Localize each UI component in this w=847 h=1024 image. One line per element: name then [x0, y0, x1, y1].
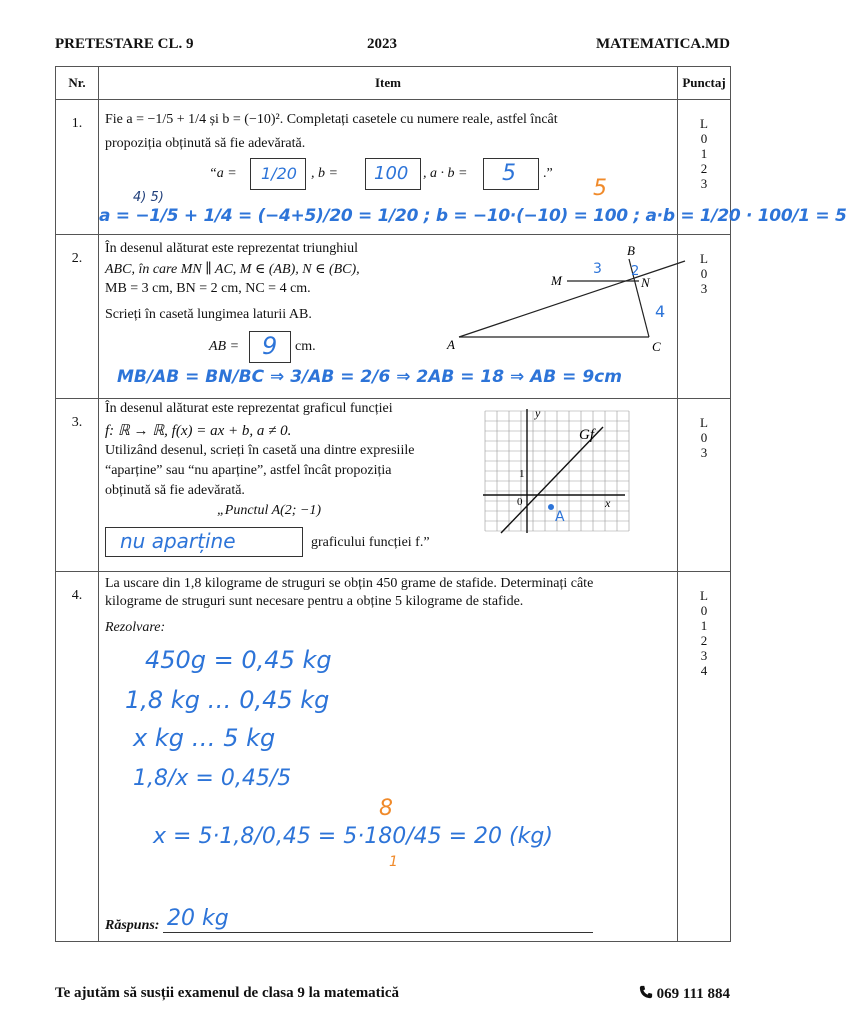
header-title: PRETESTARE CL. 9 [55, 36, 194, 52]
item2-line2: ABC, în care MN ∥ AC, M ∈ (AB), N ∈ (BC), [105, 261, 360, 277]
answer-ab: 5 [502, 161, 516, 187]
answer-box-b[interactable] [365, 158, 421, 190]
answer-membership: nu aparține [120, 529, 236, 554]
item3-line3: Utilizând desenul, scrieți în casetă una dintre expresiile [105, 443, 415, 459]
header-year: 2023 [367, 36, 397, 52]
label-point-a: A [555, 509, 565, 526]
item1-work: a = −1/5 + 1/4 = (−4+5)/20 = 1/20 ; b = −10·(−10) = 100 ; a·b = 1/20 · 100/1 = 5 [99, 206, 847, 227]
solution-label: Rezolvare: [105, 619, 166, 635]
label-x: x [605, 496, 611, 511]
work-line-2: 1,8 kg … 0,45 kg [125, 685, 330, 714]
table-row [56, 234, 731, 399]
item2-work: MB/AB = BN/BC ⇒ 3/AB = 2/6 ⇒ 2AB = 18 ⇒ AB = 9cm [117, 366, 622, 387]
points-1: L 0 1 2 3 [678, 100, 731, 234]
answer-box-ab[interactable] [483, 158, 539, 190]
factor-notes: 4) 5) [133, 190, 164, 206]
answer-box-a[interactable] [250, 158, 306, 190]
table-row [56, 399, 731, 572]
table-row [56, 571, 731, 941]
answer-label: Răspuns: [105, 917, 160, 933]
phone-number: 069 111 884 [656, 986, 730, 1002]
answer-line[interactable] [163, 932, 593, 933]
fill-ab-label: , a · b = [423, 166, 468, 182]
side-ab [459, 261, 685, 337]
work-line-5: x = 5·1,8/0,45 = 5·180/45 = 20 (kg) [153, 823, 553, 849]
phone-icon [639, 985, 653, 999]
label-one: 1 [519, 468, 525, 481]
item-number: 2. [56, 234, 99, 399]
item3-after: graficului funcției f.” [311, 535, 430, 551]
points-3: L 0 3 [678, 399, 731, 572]
col-item-header: Item [99, 67, 678, 100]
item3-line1: În desenul alăturat este reprezentat graficul funcției [105, 401, 393, 417]
final-answer: 20 kg [167, 905, 229, 931]
label-gf: Gf [579, 427, 594, 444]
table-row [56, 100, 731, 234]
label-n: N [641, 274, 650, 290]
header-site: MATEMATICA.MD [595, 36, 730, 52]
page-header [55, 36, 730, 60]
item2-line4: Scrieți în casetă lungimea laturii AB. [105, 306, 312, 322]
correction-8: 8 [379, 795, 393, 821]
footer-phone[interactable] [639, 985, 730, 1003]
item3-line2: f: ℝ → ℝ, f(x) = ax + b, a ≠ 0. [105, 423, 292, 440]
label-zero: 0 [517, 496, 523, 509]
item-number: 3. [56, 399, 99, 572]
item-number: 4. [56, 571, 99, 941]
fill-a-label: “a = [209, 166, 237, 182]
function-graph [479, 405, 629, 535]
item2-line3: MB = 3 cm, BN = 2 cm, NC = 4 cm. [105, 280, 311, 296]
answer-box-ab-length[interactable] [249, 331, 291, 363]
item-number: 1. [56, 100, 99, 234]
fill-b-label: , b = [311, 166, 338, 182]
correction-1: 1 [389, 853, 398, 870]
item2-line1: În desenul alăturat este reprezentat triunghiul [105, 240, 359, 256]
item1-line1: Fie a = −1/5 + 1/4 și b = (−10)². Completați casetele cu numere reale, astfel încât [105, 112, 558, 128]
cm-unit: cm. [295, 338, 316, 354]
points-4: L 0 1 2 3 4 [678, 571, 731, 941]
label-nc-length: 4 [655, 301, 666, 321]
work-line-3: x kg … 5 kg [133, 723, 276, 752]
label-bn-length: 2 [631, 263, 640, 279]
answer-box-membership[interactable] [105, 527, 303, 557]
label-y: y [535, 406, 541, 421]
page-footer [55, 985, 730, 1007]
item4-line1: La uscare din 1,8 kilograme de struguri se obțin 450 grame de stafide. Determinați câte [105, 575, 594, 591]
answer-a: 1/20 [261, 164, 297, 184]
fill-end: .” [543, 166, 553, 182]
item-4 [99, 571, 678, 941]
label-m: M [551, 272, 562, 288]
item-3 [99, 399, 678, 572]
label-b: B [627, 242, 635, 258]
ab-label: AB = [209, 338, 240, 354]
points-2: L 0 3 [678, 234, 731, 399]
item3-line6: „Punctul A(2; −1) [217, 503, 322, 519]
item3-line4: “aparține” sau “nu aparține”, astfel încât propoziția [105, 463, 392, 479]
item4-line2: kilograme de struguri sunt necesare pentru a obține 5 kilograme de stafide. [105, 593, 524, 609]
triangle-figure [439, 241, 675, 353]
point-a [548, 504, 554, 510]
answer-ab-length: 9 [262, 331, 278, 360]
answer-b: 100 [374, 163, 409, 185]
label-c: C [652, 338, 661, 354]
work-line-1: 450g = 0,45 kg [145, 645, 332, 674]
label-mb-length: 3 [593, 260, 602, 277]
col-nr-header: Nr. [56, 67, 99, 100]
correction-mark: 5 [593, 176, 607, 202]
table-header-row [56, 67, 731, 100]
item-2 [99, 234, 678, 399]
label-a: A [447, 336, 455, 352]
item3-line5: obținută să fie adevărată. [105, 483, 245, 499]
col-points-header: Punctaj [678, 67, 731, 100]
exam-table [55, 66, 847, 942]
work-line-4: 1,8/x = 0,45/5 [133, 765, 292, 791]
item1-line2: propoziția obținută să fie adevărată. [105, 136, 306, 152]
footer-slogan: Te ajutăm să susții examenul de clasa 9 la matematică [55, 985, 400, 1001]
